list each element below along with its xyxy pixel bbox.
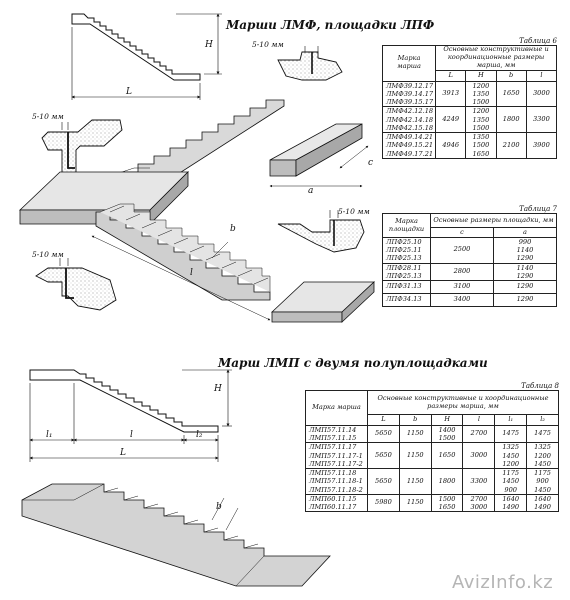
table8-cell: 1150: [399, 443, 431, 469]
table8-cell: 1650: [431, 443, 463, 469]
lpf-slab-right: [270, 124, 368, 186]
table7-col-group: Основные размеры площадки, мм: [431, 214, 557, 228]
table6-col-mark: Марка марша: [383, 46, 436, 82]
table8-cell: 1475: [495, 426, 527, 443]
dim-l-top: L: [126, 87, 132, 97]
table8-col-mark: Марка марша: [306, 391, 368, 426]
lmp-flight-perspective: [22, 484, 330, 586]
table6-col-group: Основные конструктивные и координационные размеры марша, мм: [436, 46, 557, 71]
table6-cell: 1800: [496, 107, 526, 133]
table8-cell: 3300: [463, 469, 495, 495]
table8-sub-l1: l₁: [495, 415, 527, 426]
table8-sub-L: L: [368, 415, 400, 426]
table-row: [306, 469, 559, 495]
joint-detail-bottom-left: [36, 258, 116, 310]
table8-cell: 1150: [399, 494, 431, 511]
table-row: [383, 81, 557, 107]
table7-cell: 1290: [493, 294, 556, 307]
table7-cell: 1290: [493, 281, 556, 294]
table-row: [383, 294, 557, 307]
table-row: [383, 263, 557, 280]
table8-cell: 2700: [463, 426, 495, 443]
table7-caption: Таблица 7: [519, 205, 557, 213]
table6-marks: ЛМФ42.12.18 ЛМФ42.14.18 ЛМФ42.15.18: [383, 107, 436, 133]
table7-sub-c: c: [431, 228, 494, 238]
table6-cell: 3900: [526, 133, 556, 159]
gap-label-bottom-left: 5-10 мм: [32, 250, 64, 259]
table6-sub-h: H: [466, 70, 496, 81]
dim-a: a: [308, 186, 314, 196]
watermark: AvizInfo.kz: [452, 572, 554, 593]
table6-marks: ЛМФ39.12.17 ЛМФ39.14.17 ЛМФ39.15.17: [383, 81, 436, 107]
table7-cell: 2800: [431, 263, 494, 280]
table8-cell: 1640 1490: [495, 494, 527, 511]
table8-sub-l: l: [463, 415, 495, 426]
table6-caption: Таблица 6: [519, 37, 557, 45]
table8-cell: 1175 1450 900: [495, 469, 527, 495]
dim-l2: l₂: [196, 430, 203, 440]
table7-marks: ЛПФ25.10 ЛПФ25.11 ЛПФ25.13: [383, 238, 431, 264]
table8-cell: 5980: [368, 494, 400, 511]
table8-sub-l2: l₂: [527, 415, 559, 426]
gap-label-right: 5-10 мм: [338, 207, 370, 216]
dim-l1: l₁: [46, 430, 53, 440]
table8-cell: 5650: [368, 469, 400, 495]
table8-caption: Таблица 8: [521, 382, 559, 390]
table6-cell: 3300: [526, 107, 556, 133]
table6-sub-l2: l: [526, 70, 556, 81]
dim-h-top: H: [205, 40, 213, 50]
table6-sub-b: b: [496, 70, 526, 81]
table7-sub-a: a: [493, 228, 556, 238]
table8-block: [305, 382, 559, 512]
lpf-slab-bottom-right: [272, 282, 374, 322]
table6-cell: 2100: [496, 133, 526, 159]
table-row: [383, 238, 557, 264]
dim-b-top: b: [230, 224, 236, 234]
table8-sub-H: H: [431, 415, 463, 426]
table6-cell: 1200 1350 1500: [466, 81, 496, 107]
table6-cell: 1200 1350 1500: [466, 107, 496, 133]
table7-cell: 1140 1290: [493, 263, 556, 280]
table7-marks: ЛПФ31.13: [383, 281, 431, 294]
table8-col-group: Основные конструктивные и координационные размеры марша, мм: [368, 391, 559, 415]
table-row: [306, 426, 559, 443]
table8-cell: 1400 1500: [431, 426, 463, 443]
dim-h-lmp: H: [214, 384, 222, 394]
table6-cell: 3000: [526, 81, 556, 107]
table8-marks: ЛМП57.11.14 ЛМП57.11.15: [306, 426, 368, 443]
table8-cell: 3000: [463, 443, 495, 469]
table6-cell: 1350 1500 1650: [466, 133, 496, 159]
table8-cell: 1175 900 1450: [527, 469, 559, 495]
table-row: [306, 443, 559, 469]
table6-marks: ЛМФ49.14.21 ЛМФ49.15.21 ЛМФ49.17.21: [383, 133, 436, 159]
joint-detail-top: [278, 46, 342, 80]
table8-cell: 5650: [368, 443, 400, 469]
dim-L-lmp: L: [120, 448, 126, 458]
lmp-elevation: [30, 370, 232, 462]
table8-sub-b: b: [399, 415, 431, 426]
table8-cell: 1325 1450 1200: [495, 443, 527, 469]
table8-cell: 1500 1650: [431, 494, 463, 511]
table6-cell: 4249: [436, 107, 466, 133]
gap-label-top: 5-10 мм: [252, 40, 284, 49]
joint-detail-right: [278, 210, 364, 252]
table8-cell: 1150: [399, 426, 431, 443]
table7-block: [382, 205, 557, 307]
table8: [305, 390, 559, 512]
section1-title: Марши ЛМФ, площадки ЛПФ: [226, 18, 435, 32]
table8-marks: ЛМП60.11.15 ЛМП60.11.17: [306, 494, 368, 511]
table7-cell: 2500: [431, 238, 494, 264]
table7-col-mark: Марка площадки: [383, 214, 431, 238]
table7-cell: 990 1140 1290: [493, 238, 556, 264]
table6-cell: 3913: [436, 81, 466, 107]
table6-block: [382, 37, 557, 159]
table8-cell: 1640 1490: [527, 494, 559, 511]
table7-marks: ЛПФ34.13: [383, 294, 431, 307]
dim-l-flight: l: [190, 268, 193, 278]
table7-cell: 3100: [431, 281, 494, 294]
table8-cell: 5650: [368, 426, 400, 443]
dim-c: c: [368, 158, 374, 168]
table-row: [306, 494, 559, 511]
table7-marks: ЛПФ28.11 ЛПФ25.13: [383, 263, 431, 280]
joint-detail-left: [42, 120, 122, 176]
table6: [382, 45, 557, 159]
dim-b-lmp: b: [216, 502, 222, 512]
table8-cell: 1150: [399, 469, 431, 495]
lmf-flight-main: [92, 204, 270, 320]
table-row: [383, 107, 557, 133]
table-row: [383, 281, 557, 294]
table6-sub-l: L: [436, 70, 466, 81]
table8-cell: 2700 3000: [463, 494, 495, 511]
table6-cell: 4946: [436, 133, 466, 159]
table7-cell: 3400: [431, 294, 494, 307]
table8-cell: 1475: [527, 426, 559, 443]
gap-label-left: 5-10 мм: [32, 112, 64, 121]
lmf-elevation: [72, 14, 222, 100]
table7: [382, 213, 557, 307]
table8-cell: 1325 1200 1450: [527, 443, 559, 469]
table8-cell: 1800: [431, 469, 463, 495]
table-row: [383, 133, 557, 159]
table8-marks: ЛМП57.11.17 ЛМП57.11.17-1 ЛМП57.11.17-2: [306, 443, 368, 469]
table6-cell: 1650: [496, 81, 526, 107]
table8-marks: ЛМП57.11.18 ЛМП57.11.18-1 ЛМП57.11.18-2: [306, 469, 368, 495]
section2-title: Марш ЛМП с двумя полуплощадками: [218, 356, 488, 370]
dim-l-lmp: l: [130, 430, 133, 440]
